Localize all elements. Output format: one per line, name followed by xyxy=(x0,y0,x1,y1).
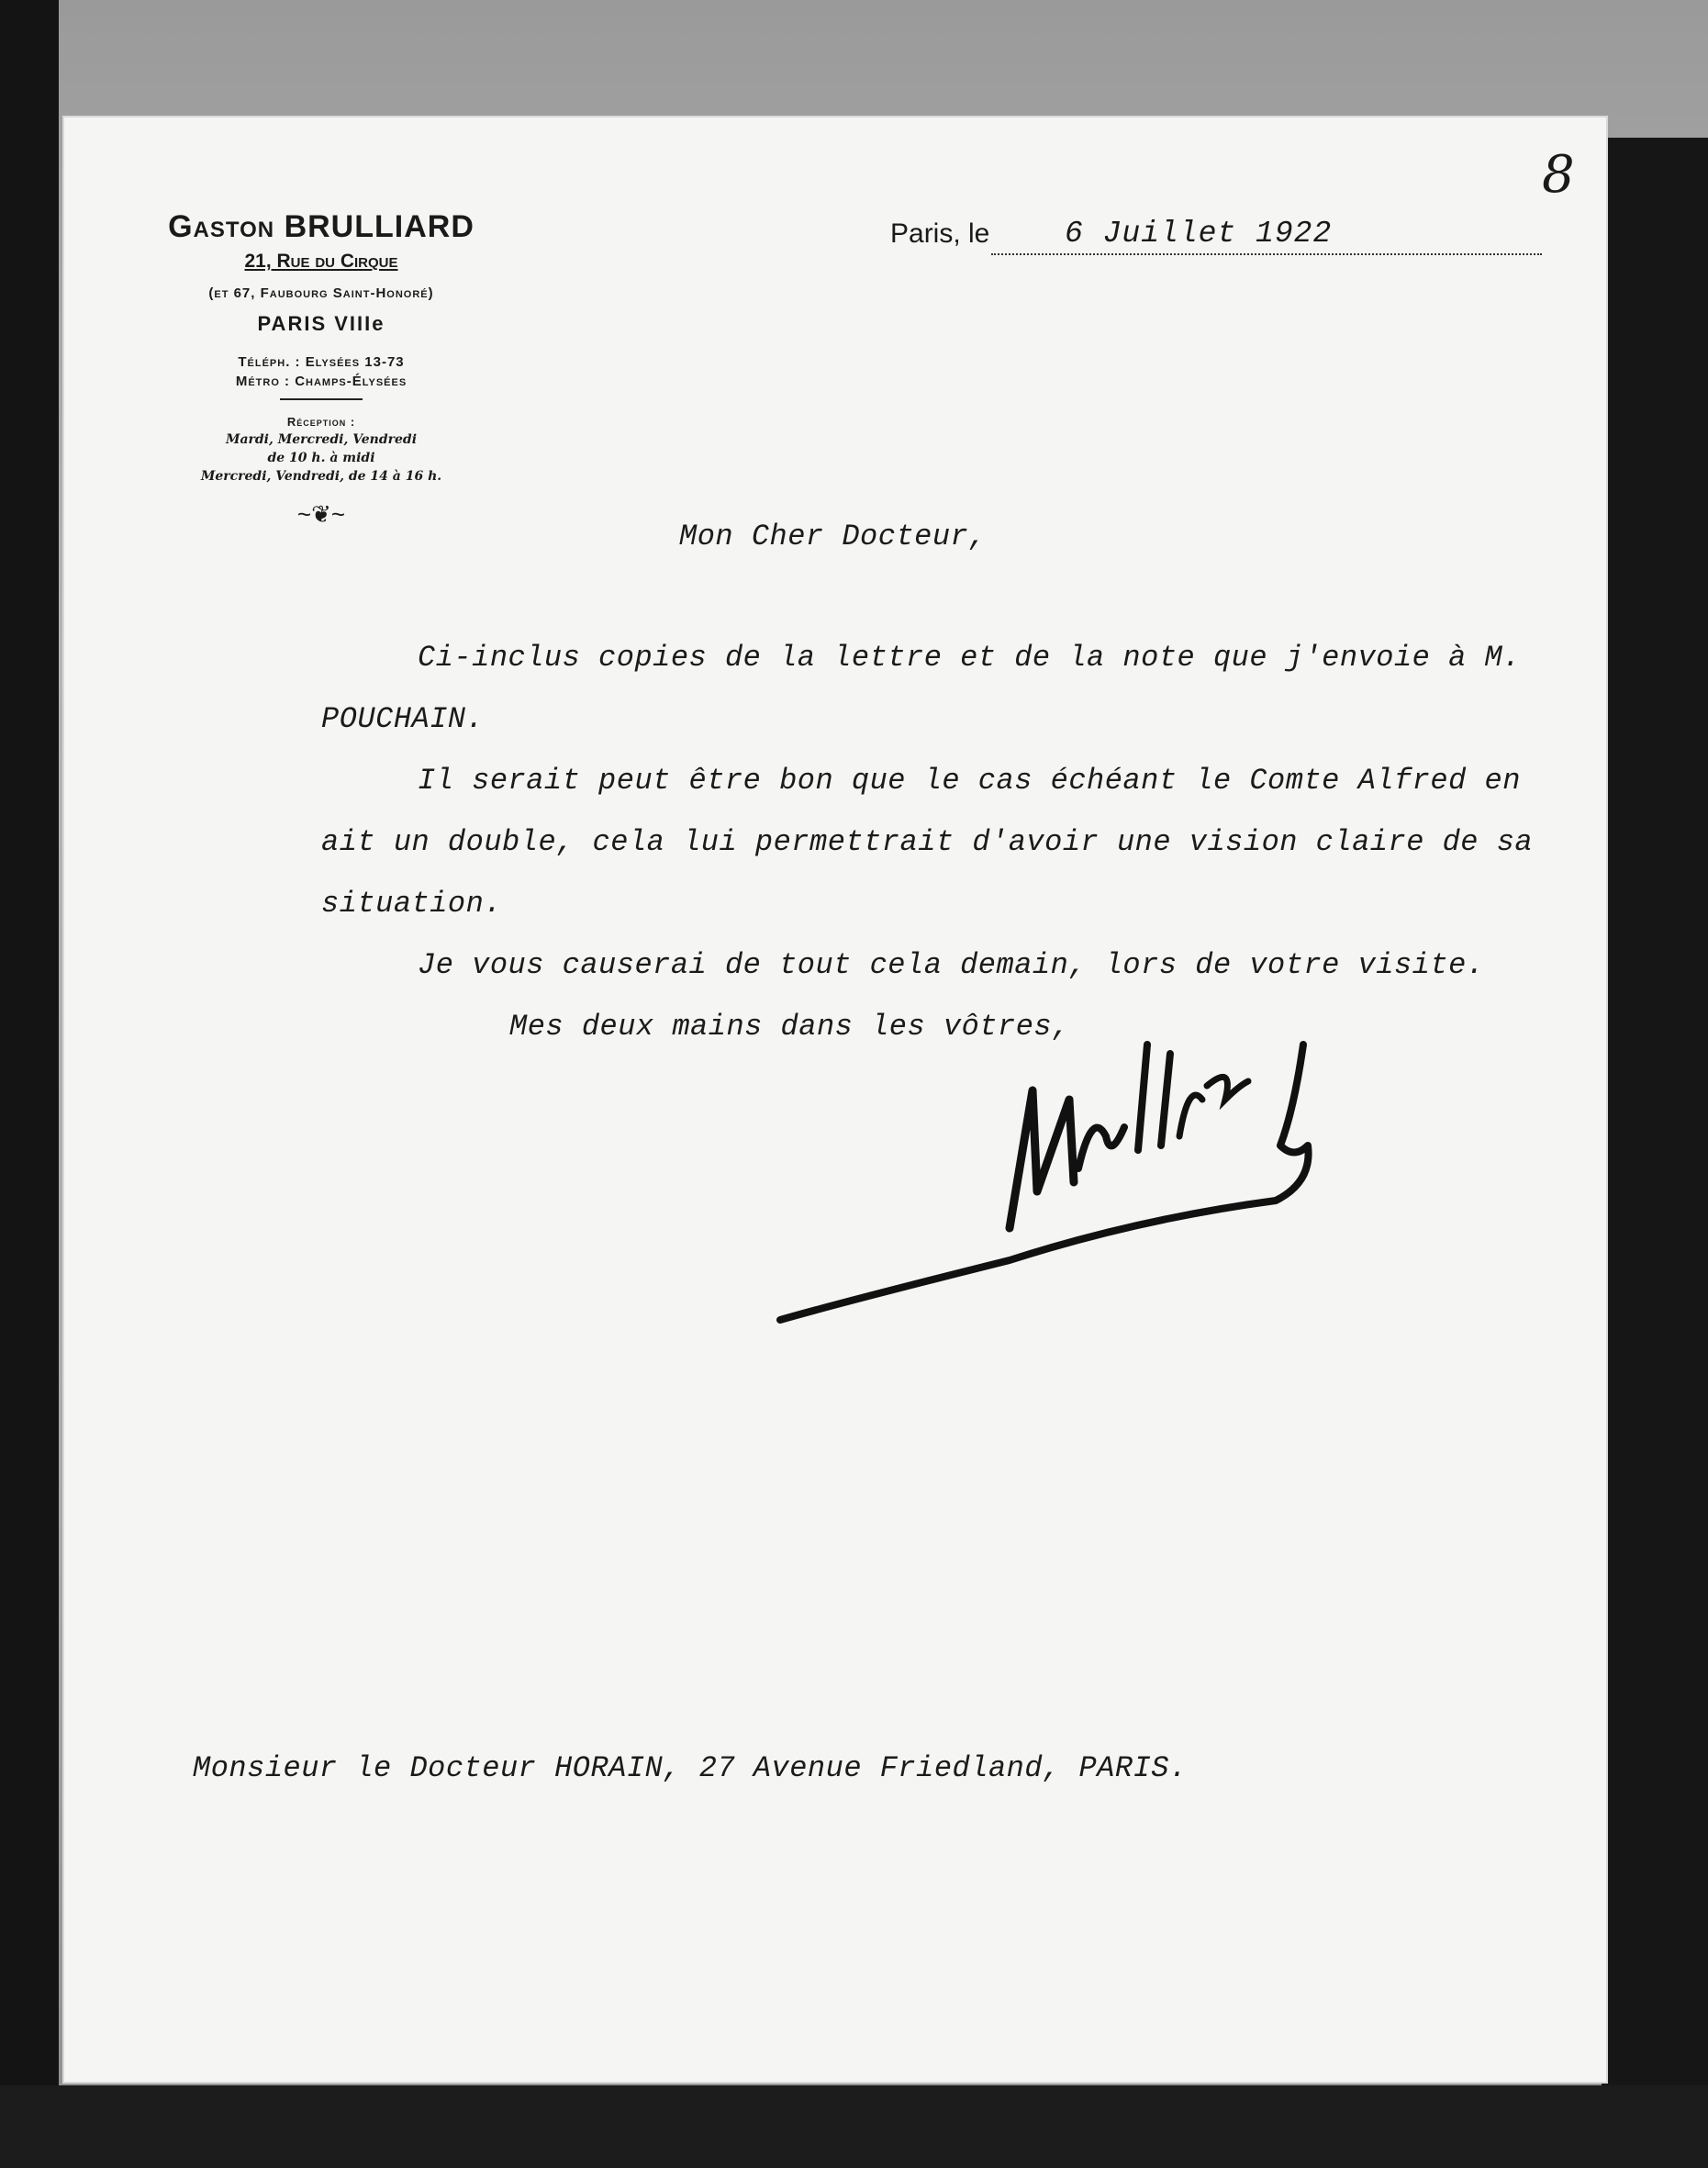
folio-number: 8 xyxy=(1542,145,1575,205)
sender-phone: Téléph. : Elysées 13-73 xyxy=(238,354,405,370)
body-line: situation. xyxy=(321,887,503,921)
sender-metro: Métro : Champs-Élysées xyxy=(235,374,407,389)
letterhead xyxy=(138,209,505,529)
letter-page xyxy=(64,117,1606,2082)
letter-date: 6 Juillet 1922 xyxy=(1065,217,1333,251)
reception-line: Mardi, Mercredi, Vendredi xyxy=(225,432,418,447)
sender-street: 21, Rue du Cirque xyxy=(244,251,398,272)
sender-name: Gaston BRULLIARD xyxy=(168,209,474,244)
ornament-icon: ~❦~ xyxy=(296,500,346,528)
body-line: Il serait peut être bon que le cas échéant le Comte Alfred en xyxy=(418,764,1521,798)
date-place: Paris, le xyxy=(890,218,990,249)
salutation: Mon Cher Docteur, xyxy=(679,520,987,553)
body-line: Ci-inclus copies de la lettre et de la note que j'envoie à M. xyxy=(418,641,1521,675)
date-dotted-rule xyxy=(991,253,1542,255)
sender-branch-address: (et 67, Faubourg Saint-Honoré) xyxy=(208,285,434,301)
letterhead-divider xyxy=(280,398,363,400)
date-line xyxy=(890,217,1542,272)
sender-city: PARIS VIIIe xyxy=(257,312,385,335)
reception-line: Mercredi, Vendredi, de 14 à 16 h. xyxy=(200,469,442,484)
scan-border-left xyxy=(0,0,59,2168)
scan-border-right xyxy=(1602,138,1708,2168)
reception-line: de 10 h. à midi xyxy=(267,451,375,465)
handwritten-signature xyxy=(707,999,1524,1329)
body-line: Je vous causerai de tout cela demain, lors de votre visite. xyxy=(418,948,1485,982)
body-line: POUCHAIN. xyxy=(321,702,485,736)
reception-title: Réception : xyxy=(286,415,356,429)
closing-line: Mes deux mains dans les vôtres, xyxy=(509,1010,1070,1044)
scan-border-bottom xyxy=(0,2085,1708,2168)
body-line: ait un double, cela lui permettrait d'avoir une vision claire de sa xyxy=(321,825,1534,859)
recipient-address: Monsieur le Docteur HORAIN, 27 Avenue Friedland, PARIS. xyxy=(193,1751,1188,1785)
